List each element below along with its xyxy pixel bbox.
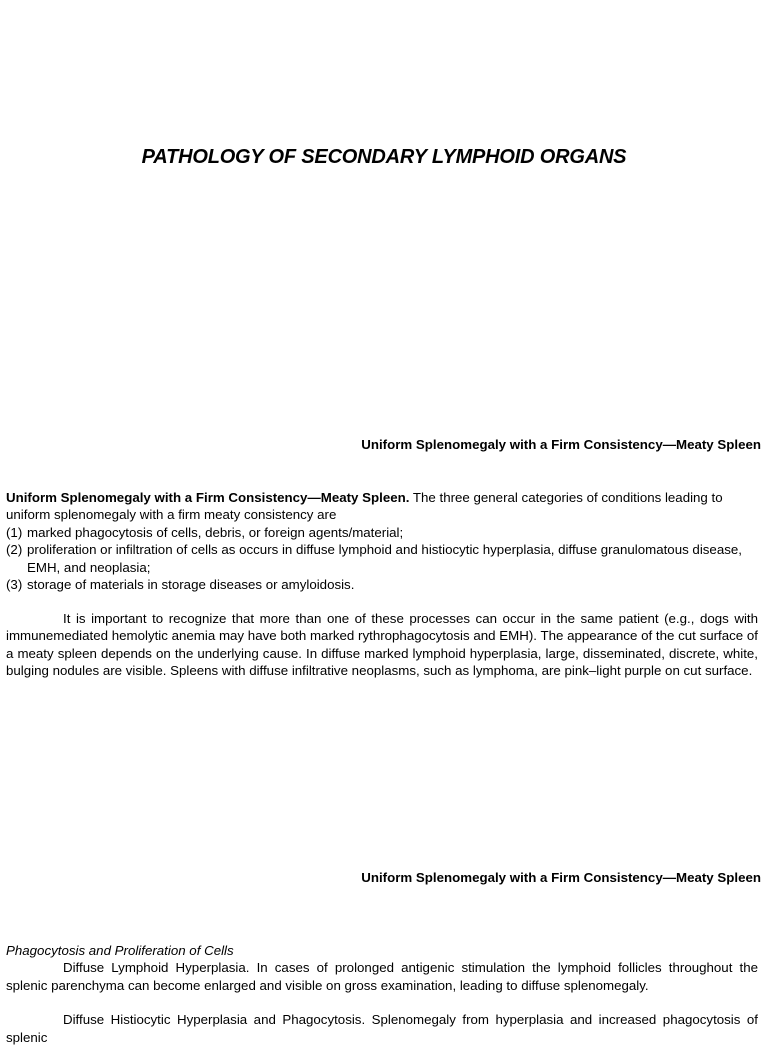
document-title: PATHOLOGY OF SECONDARY LYMPHOID ORGANS: [141, 146, 627, 168]
section-intro: [6, 489, 758, 593]
subheading: Phagocytosis and Proliferation of Cells: [6, 943, 234, 958]
section-phagocytosis: [6, 942, 758, 1046]
paragraph-gap: [6, 994, 758, 1011]
section-heading: Uniform Splenomegaly with a Firm Consistency—Meaty Spleen.: [6, 490, 410, 505]
list-number: (3): [6, 577, 23, 593]
list-number: (1): [6, 524, 23, 540]
list-text: proliferation or infiltration of cells as occurs in diffuse lymphoid and histiocytic hyperplasia, diffuse granulomatous disease, EMH, and neoplasia;: [27, 542, 742, 575]
intro-paragraph: [6, 489, 758, 524]
list-item: [6, 541, 758, 576]
list-item: [6, 524, 758, 541]
category-list: [6, 524, 758, 594]
body-paragraph: It is important to recognize that more than one of these processes can occur in the same patient (e.g., dogs with immunemediated hemolytic anemia may have both marked rythrophagocytosis and EMH). The appearance of the cut surface of a meaty spleen depends on the underlying cause. In diffuse marked lymphoid hyperplasia, large, disseminated, discrete, white, bulging nodules are visible. Spleens with diffuse infiltrative neoplasms, such as lymphoma, are pink–light purple on cut surface.: [6, 611, 758, 679]
running-head: Uniform Splenomegaly with a Firm Consistency—Meaty Spleen: [361, 870, 761, 885]
body-paragraph: Diffuse Lymphoid Hyperplasia. In cases of prolonged antigenic stimulation the lymphoid follicles throughout the splenic parenchyma can become enlarged and visible on gross examination, leading to diffuse splenomegaly.: [6, 960, 758, 993]
intro-text: The three general categories of conditions leading to uniform splenomegaly with a firm meaty consistency are: [6, 490, 723, 523]
list-text: storage of materials in storage diseases or amyloidosis.: [27, 577, 355, 593]
body-paragraph: Diffuse Histiocytic Hyperplasia and Phagocytosis. Splenomegaly from hyperplasia and increased phagocytosis of splenic: [6, 1012, 758, 1045]
running-head: Uniform Splenomegaly with a Firm Consistency—Meaty Spleen: [361, 437, 761, 452]
list-number: (2): [6, 542, 23, 558]
list-item: [6, 576, 758, 593]
list-text: marked phagocytosis of cells, debris, or foreign agents/material;: [27, 524, 404, 540]
